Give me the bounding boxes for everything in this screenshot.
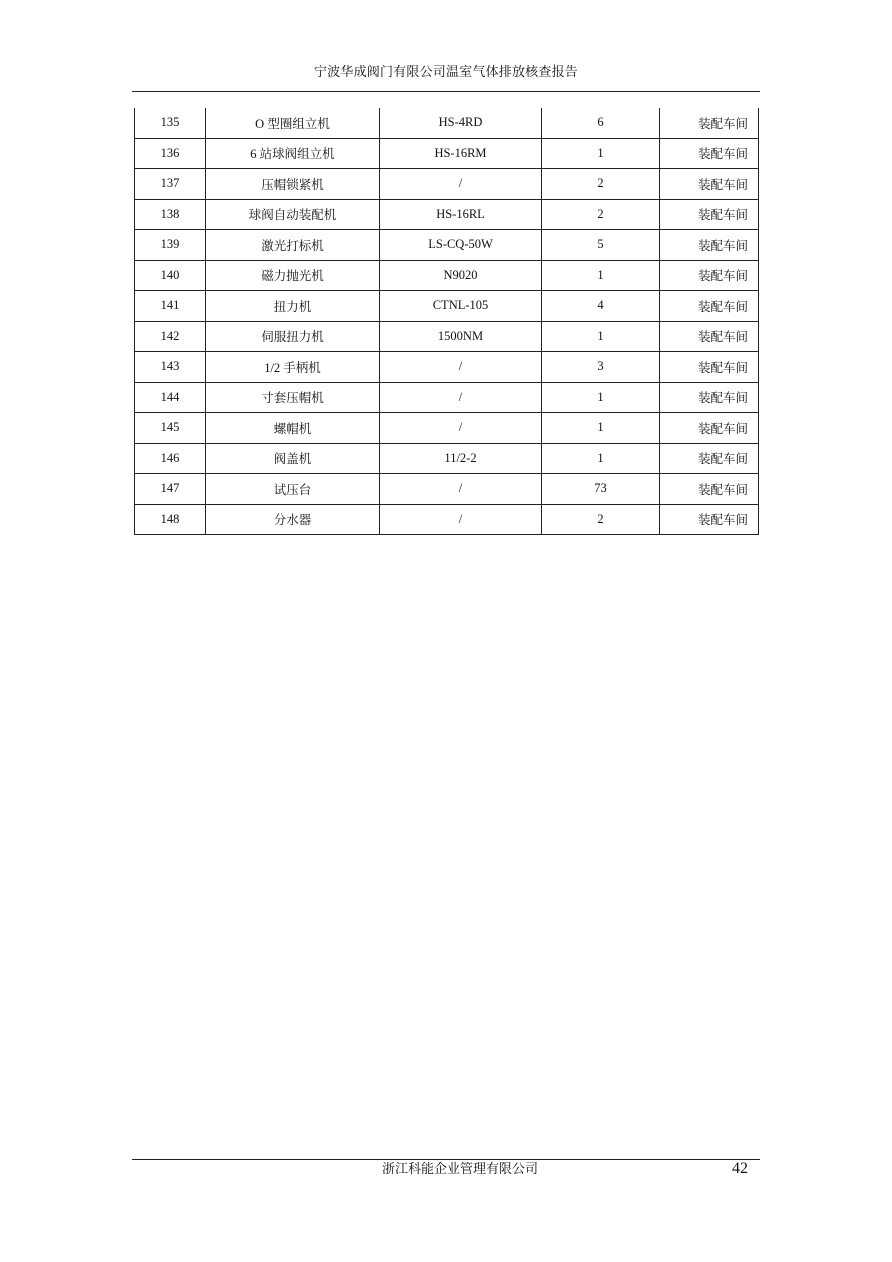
equipment-table: [134, 108, 759, 535]
cell-quantity: 6: [542, 108, 660, 138]
cell-location: 装配车间: [660, 474, 759, 505]
cell-equipment-name: 球阀自动装配机: [206, 199, 380, 230]
cell-model: /: [380, 169, 542, 200]
cell-model: 1500NM: [380, 321, 542, 352]
cell-equipment-name: 阀盖机: [206, 443, 380, 474]
cell-quantity: 1: [542, 443, 660, 474]
cell-equipment-name: 6 站球阀组立机: [206, 138, 380, 169]
cell-number: 147: [135, 474, 206, 505]
table-row: [135, 413, 759, 444]
cell-model: HS-4RD: [380, 108, 542, 138]
cell-model: CTNL-105: [380, 291, 542, 322]
cell-location: 装配车间: [660, 443, 759, 474]
cell-quantity: 2: [542, 504, 660, 535]
cell-number: 142: [135, 321, 206, 352]
cell-equipment-name: 1/2 手柄机: [206, 352, 380, 383]
table-row: [135, 291, 759, 322]
cell-quantity: 4: [542, 291, 660, 322]
footer-divider: [132, 1159, 760, 1160]
cell-number: 141: [135, 291, 206, 322]
table-row: [135, 169, 759, 200]
cell-location: 装配车间: [660, 504, 759, 535]
cell-number: 138: [135, 199, 206, 230]
footer-company-name: 浙江科能企业管理有限公司: [381, 1162, 538, 1177]
cell-location: 装配车间: [660, 413, 759, 444]
cell-equipment-name: 磁力抛光机: [206, 260, 380, 291]
cell-quantity: 1: [542, 321, 660, 352]
cell-model: N9020: [380, 260, 542, 291]
cell-model: HS-16RM: [380, 138, 542, 169]
cell-equipment-name: O 型圈组立机: [206, 108, 380, 138]
cell-location: 装配车间: [660, 169, 759, 200]
cell-location: 装配车间: [660, 108, 759, 138]
cell-location: 装配车间: [660, 321, 759, 352]
cell-model: /: [380, 382, 542, 413]
cell-model: /: [380, 352, 542, 383]
table-row: [135, 382, 759, 413]
table-row: [135, 474, 759, 505]
cell-location: 装配车间: [660, 382, 759, 413]
cell-number: 144: [135, 382, 206, 413]
cell-location: 装配车间: [660, 138, 759, 169]
cell-number: 148: [135, 504, 206, 535]
cell-number: 137: [135, 169, 206, 200]
cell-number: 143: [135, 352, 206, 383]
table-row: [135, 260, 759, 291]
cell-model: 11/2-2: [380, 443, 542, 474]
cell-quantity: 1: [542, 260, 660, 291]
table-row: [135, 443, 759, 474]
cell-quantity: 73: [542, 474, 660, 505]
cell-equipment-name: 试压台: [206, 474, 380, 505]
cell-quantity: 2: [542, 169, 660, 200]
cell-quantity: 1: [542, 382, 660, 413]
cell-equipment-name: 伺服扭力机: [206, 321, 380, 352]
cell-model: /: [380, 474, 542, 505]
cell-model: HS-16RL: [380, 199, 542, 230]
cell-equipment-name: 分水器: [206, 504, 380, 535]
cell-equipment-name: 螺帽机: [206, 413, 380, 444]
table-row: [135, 108, 759, 138]
page-header-title: 宁波华成阀门有限公司温室气体排放核查报告: [313, 65, 578, 80]
header-divider: [132, 91, 760, 92]
cell-location: 装配车间: [660, 352, 759, 383]
cell-model: /: [380, 504, 542, 535]
cell-location: 装配车间: [660, 260, 759, 291]
cell-quantity: 5: [542, 230, 660, 261]
page-number: 42: [732, 1160, 748, 1177]
table-row: [135, 352, 759, 383]
cell-quantity: 1: [542, 413, 660, 444]
cell-location: 装配车间: [660, 291, 759, 322]
cell-quantity: 3: [542, 352, 660, 383]
cell-number: 145: [135, 413, 206, 444]
cell-number: 139: [135, 230, 206, 261]
table-row: [135, 230, 759, 261]
equipment-table-body: [135, 108, 759, 535]
cell-location: 装配车间: [660, 199, 759, 230]
cell-model: LS-CQ-50W: [380, 230, 542, 261]
table-row: [135, 199, 759, 230]
cell-equipment-name: 寸套压帽机: [206, 382, 380, 413]
cell-number: 135: [135, 108, 206, 138]
table-row: [135, 138, 759, 169]
cell-number: 140: [135, 260, 206, 291]
cell-equipment-name: 压帽锁紧机: [206, 169, 380, 200]
table-row: [135, 321, 759, 352]
cell-quantity: 1: [542, 138, 660, 169]
cell-equipment-name: 激光打标机: [206, 230, 380, 261]
cell-model: /: [380, 413, 542, 444]
cell-equipment-name: 扭力机: [206, 291, 380, 322]
cell-number: 146: [135, 443, 206, 474]
cell-number: 136: [135, 138, 206, 169]
cell-location: 装配车间: [660, 230, 759, 261]
cell-quantity: 2: [542, 199, 660, 230]
table-row: [135, 504, 759, 535]
